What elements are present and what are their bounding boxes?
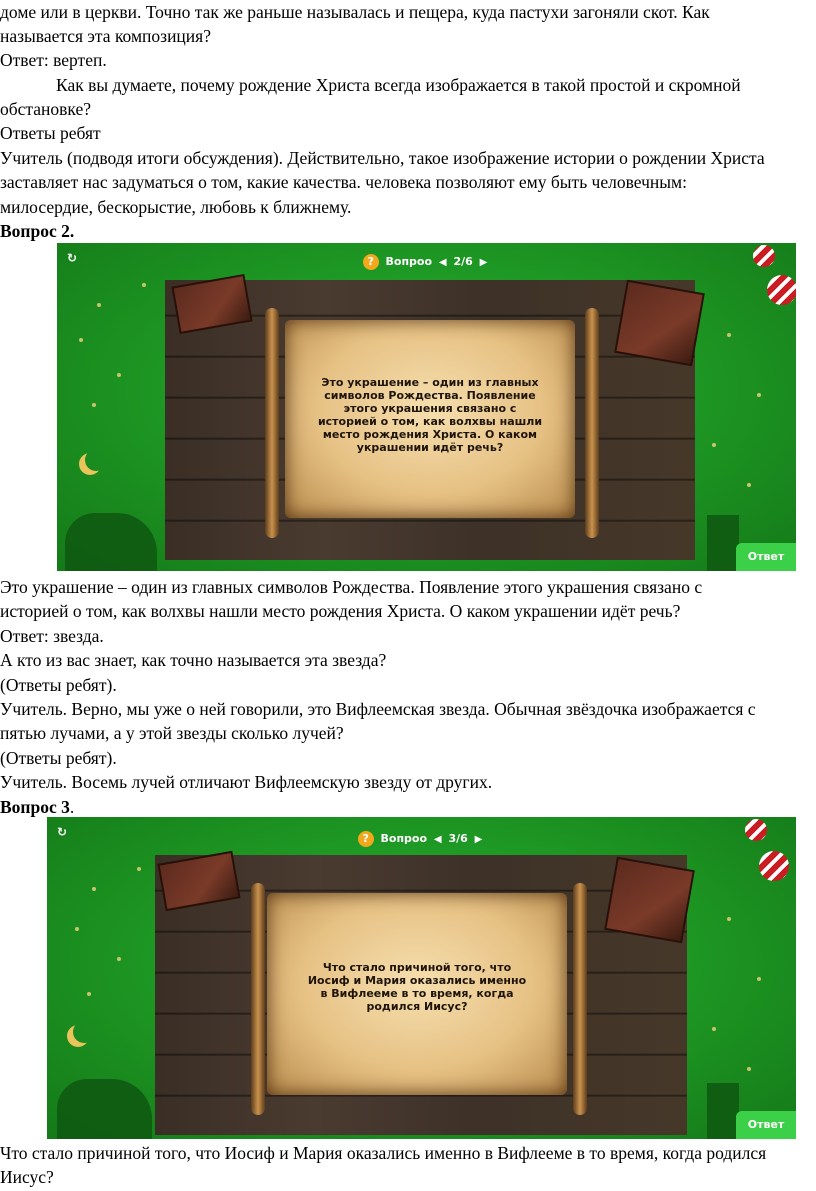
teacher-line: Учитель. Верно, мы уже о ней говорили, это Вифлеемская звезда. Обычная звёздочка изображается с: [0, 699, 756, 719]
book-icon: [614, 280, 705, 367]
reload-icon[interactable]: ↻: [67, 251, 78, 265]
paragraph-line: Это украшение – один из главных символов Рождества. Появление этого украшения связано с: [0, 577, 703, 597]
question-nav: [47, 831, 796, 847]
prev-arrow-icon[interactable]: ◀: [433, 833, 442, 845]
scroll-question-text: Что стало причиной того, что Иосиф и Мария оказались именно в Вифлееме в то время, когда родился Иисус?: [307, 961, 527, 1013]
quiz-slide-2: [57, 243, 796, 571]
teacher-line: пятью лучами, а у этой звезды сколько лучей?: [0, 723, 344, 743]
book-icon: [157, 851, 240, 911]
parchment-scroll: [285, 320, 575, 518]
question-line: Как вы думаете, почему рождение Христа всегда изображается в такой простой и скромной: [56, 75, 741, 95]
paragraph-line: историей о том, как волхвы нашли место рождения Христа. О каком украшении идёт речь?: [0, 601, 681, 621]
moon-icon: [73, 1021, 95, 1043]
children-answers: Ответы ребят: [0, 123, 101, 143]
question-2-heading: Вопрос 2.: [0, 221, 75, 241]
scroll-rod: [573, 883, 587, 1115]
scroll-question-text: Это украшение – один из главных символов Рождества. Появление этого украшения связано с историей о том, как волхвы нашли место рождения Христа. О каком украшении идёт речь?: [317, 376, 543, 454]
wood-board: [165, 280, 695, 560]
quiz-slide-3: [47, 817, 796, 1139]
question-counter: 2/6: [453, 255, 473, 268]
scroll-rod: [585, 308, 599, 538]
answer-line: Ответ: вертеп.: [0, 50, 107, 70]
teacher-line: Учитель. Восемь лучей отличают Вифлеемскую звезду от других.: [0, 772, 493, 792]
next-arrow-icon[interactable]: ▶: [479, 256, 488, 268]
parchment-scroll: [267, 893, 567, 1095]
nativity-silhouette: [707, 1083, 739, 1139]
camel-silhouette: [65, 513, 157, 571]
paragraph-line: Иисус?: [0, 1167, 54, 1187]
paragraph-line: Что стало причиной того, что Иосиф и Мария оказались именно в Вифлееме в то время, когда родился: [0, 1143, 767, 1163]
question-mark-icon: ?: [358, 831, 374, 847]
wood-board: [155, 855, 687, 1135]
paragraph-line: называется эта композиция?: [0, 26, 211, 46]
next-arrow-icon[interactable]: ▶: [474, 833, 483, 845]
teacher-line: заставляет нас задуматься о том, какие качества. человека позволяют ему быть человечным:: [0, 172, 687, 192]
book-icon: [604, 857, 695, 944]
prev-arrow-icon[interactable]: ◀: [438, 256, 447, 268]
teacher-line: Учитель (подводя итоги обсуждения). Действительно, такое изображение истории о рождении Христа: [0, 148, 765, 168]
ornament-bauble-icon: [767, 275, 796, 305]
question-counter: 3/6: [448, 832, 468, 845]
answer-button[interactable]: Ответ: [736, 543, 796, 571]
children-answers: (Ответы ребят).: [0, 675, 117, 695]
children-answers: (Ответы ребят).: [0, 748, 117, 768]
answer-button[interactable]: Ответ: [736, 1111, 796, 1139]
question-line: обстановке?: [0, 99, 92, 119]
scroll-rod: [251, 883, 265, 1115]
paragraph-line: доме или в церкви. Точно так же раньше называлась и пещера, куда пастухи загоняли скот. Как: [0, 2, 710, 22]
book-icon: [171, 274, 252, 334]
question-label: Вопроо: [385, 255, 433, 268]
question-mark-icon: ?: [363, 254, 379, 270]
answer-line: Ответ: звезда.: [0, 626, 104, 646]
scroll-rod: [265, 308, 279, 538]
camel-silhouette: [57, 1079, 152, 1139]
question-label: Вопроо: [380, 832, 428, 845]
ornament-bauble-icon: [759, 851, 789, 881]
heading-period: .: [69, 797, 75, 817]
question-3-heading-bold: Вопрос 3: [0, 797, 70, 817]
reload-icon[interactable]: ↻: [57, 825, 68, 839]
teacher-line: милосердие, бескорыстие, любовь к ближнему.: [0, 197, 352, 217]
moon-icon: [85, 449, 107, 471]
question-line: А кто из вас знает, как точно называется эта звезда?: [0, 650, 387, 670]
question-3-heading: [0, 795, 816, 819]
question-nav: [57, 254, 796, 270]
nativity-silhouette: [707, 515, 739, 571]
